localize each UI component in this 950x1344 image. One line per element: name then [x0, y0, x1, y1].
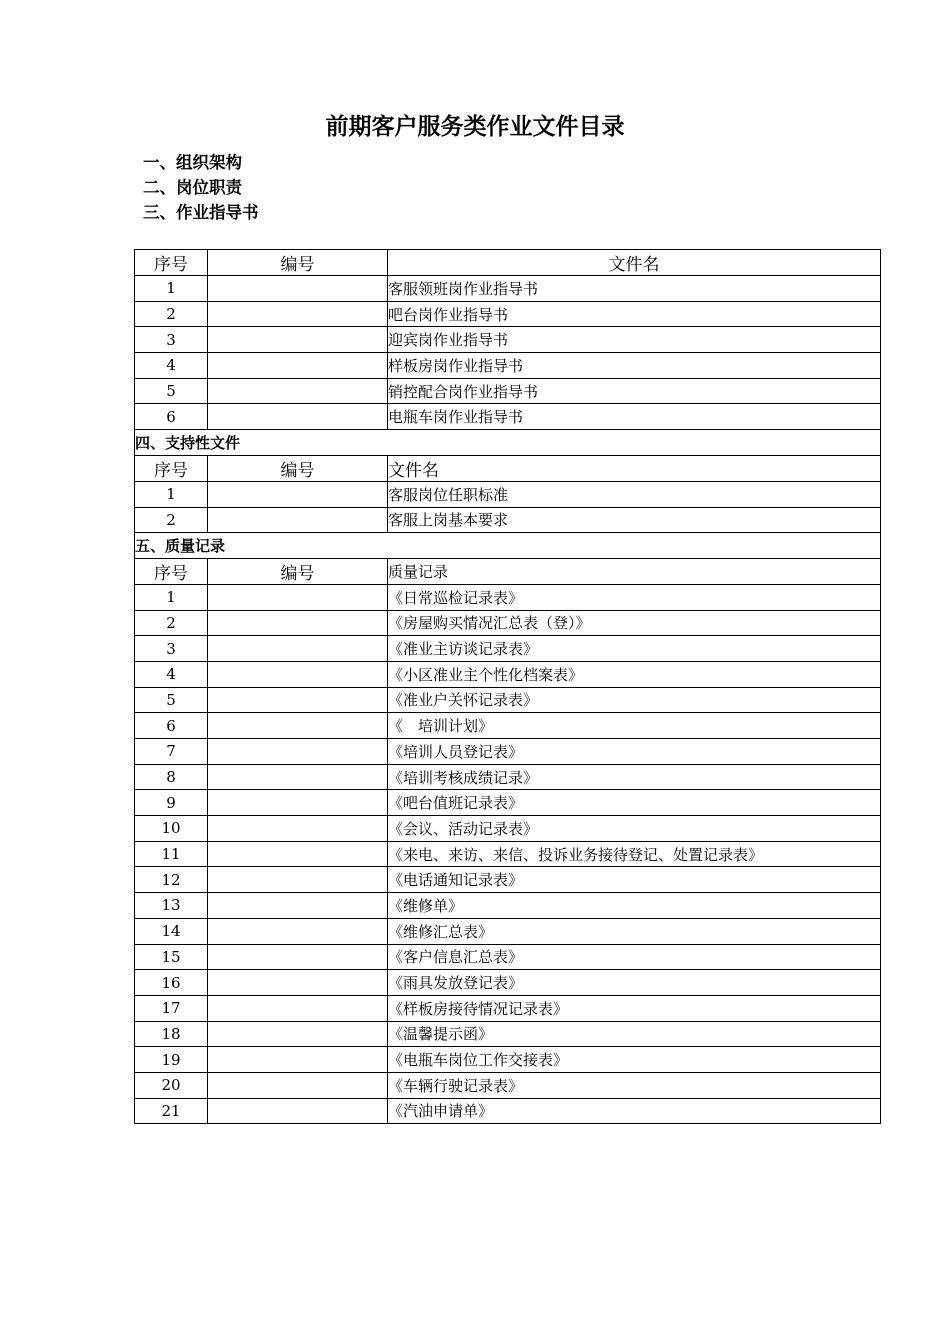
row-filename: 《小区准业主个性化档案表》: [388, 661, 881, 687]
row-filename: 《准业主访谈记录表》: [388, 636, 881, 662]
row-filename: 《客户信息汇总表》: [388, 944, 881, 970]
record-row: [135, 995, 881, 1021]
row-number: 2: [135, 507, 208, 533]
record-row: [135, 1021, 881, 1047]
row-number: 19: [135, 1047, 208, 1073]
section-quality-records-cell: 五、质量记录: [135, 533, 881, 559]
record-row: [135, 841, 881, 867]
row-code: [208, 867, 388, 893]
row-number: 4: [135, 353, 208, 379]
row-code: [208, 841, 388, 867]
row-filename: 客服领班岗作业指导书: [388, 276, 881, 302]
row-number: 13: [135, 893, 208, 919]
header-seq: 序号: [135, 558, 208, 584]
row-filename: 销控配合岗作业指导书: [388, 378, 881, 404]
support-header-row: [135, 455, 881, 481]
guide-row: [135, 301, 881, 327]
row-filename: 《来电、来访、来信、投诉业务接待登记、处置记录表》: [388, 841, 881, 867]
record-row: [135, 739, 881, 765]
row-number: 2: [135, 301, 208, 327]
row-filename: 客服上岗基本要求: [388, 507, 881, 533]
row-code: [208, 507, 388, 533]
header-code: 编号: [208, 455, 388, 481]
row-code: [208, 584, 388, 610]
row-number: 9: [135, 790, 208, 816]
row-number: 21: [135, 1098, 208, 1124]
row-number: 17: [135, 995, 208, 1021]
row-filename: 《雨具发放登记表》: [388, 970, 881, 996]
row-number: 1: [135, 276, 208, 302]
row-number: 3: [135, 327, 208, 353]
section-support-files-cell: 四、支持性文件: [135, 430, 881, 456]
page-title: 前期客户服务类作业文件目录: [325, 114, 625, 140]
support-row: [135, 481, 881, 507]
row-filename: 吧台岗作业指导书: [388, 301, 881, 327]
row-filename: 《车辆行驶记录表》: [388, 1072, 881, 1098]
row-code: [208, 661, 388, 687]
row-number: 11: [135, 841, 208, 867]
row-code: [208, 687, 388, 713]
row-number: 16: [135, 970, 208, 996]
row-code: [208, 970, 388, 996]
row-code: [208, 610, 388, 636]
header-quality-record: 质量记录: [388, 558, 881, 584]
row-number: 20: [135, 1072, 208, 1098]
row-code: [208, 327, 388, 353]
row-code: [208, 481, 388, 507]
section-job-duties: 二、岗位职责: [143, 178, 242, 197]
row-filename: 电瓶车岗作业指导书: [388, 404, 881, 430]
row-code: [208, 1072, 388, 1098]
record-row: [135, 713, 881, 739]
row-number: 4: [135, 661, 208, 687]
row-number: 8: [135, 764, 208, 790]
row-filename: 《电话通知记录表》: [388, 867, 881, 893]
document-table: [134, 249, 881, 1124]
support-row: [135, 507, 881, 533]
guides-header-row: [135, 250, 881, 276]
row-code: [208, 995, 388, 1021]
header-filename: 文件名: [388, 250, 881, 276]
row-code: [208, 1021, 388, 1047]
record-row: [135, 584, 881, 610]
row-filename: 《吧台值班记录表》: [388, 790, 881, 816]
record-row: [135, 1047, 881, 1073]
guide-row: [135, 404, 881, 430]
record-row: [135, 918, 881, 944]
row-filename: 《样板房接待情况记录表》: [388, 995, 881, 1021]
section-headings: [143, 150, 259, 225]
row-number: 7: [135, 739, 208, 765]
record-row: [135, 790, 881, 816]
row-code: [208, 276, 388, 302]
record-row: [135, 816, 881, 842]
row-filename: 《日常巡检记录表》: [388, 584, 881, 610]
records-header-row: [135, 558, 881, 584]
record-row: [135, 636, 881, 662]
record-row: [135, 893, 881, 919]
row-filename: 《会议、活动记录表》: [388, 816, 881, 842]
row-filename: 迎宾岗作业指导书: [388, 327, 881, 353]
row-code: [208, 404, 388, 430]
row-filename: 《汽油申请单》: [388, 1098, 881, 1124]
row-code: [208, 816, 388, 842]
guide-row: [135, 276, 881, 302]
row-filename: 《准业户关怀记录表》: [388, 687, 881, 713]
guide-row: [135, 378, 881, 404]
header-filename: 文件名: [388, 455, 881, 481]
row-number: 5: [135, 687, 208, 713]
row-filename: 《维修单》: [388, 893, 881, 919]
row-filename: 《维修汇总表》: [388, 918, 881, 944]
section-quality-records: [135, 533, 881, 559]
record-row: [135, 764, 881, 790]
row-number: 18: [135, 1021, 208, 1047]
row-code: [208, 1098, 388, 1124]
row-filename: 《培训考核成绩记录》: [388, 764, 881, 790]
section-work-instructions: 三、作业指导书: [143, 203, 259, 222]
row-number: 12: [135, 867, 208, 893]
row-code: [208, 918, 388, 944]
row-filename: 《电瓶车岗位工作交接表》: [388, 1047, 881, 1073]
row-code: [208, 636, 388, 662]
record-row: [135, 661, 881, 687]
guide-row: [135, 327, 881, 353]
row-number: 6: [135, 404, 208, 430]
row-filename: 《温馨提示函》: [388, 1021, 881, 1047]
section-support-files: [135, 430, 881, 456]
header-code: 编号: [208, 250, 388, 276]
record-row: [135, 1072, 881, 1098]
row-filename: 《培训人员登记表》: [388, 739, 881, 765]
row-code: [208, 353, 388, 379]
row-filename: 《 培训计划》: [388, 713, 881, 739]
row-filename: 样板房岗作业指导书: [388, 353, 881, 379]
row-number: 1: [135, 584, 208, 610]
header-code: 编号: [208, 558, 388, 584]
section-org-structure: 一、组织架构: [143, 153, 242, 172]
row-number: 2: [135, 610, 208, 636]
row-number: 14: [135, 918, 208, 944]
row-number: 1: [135, 481, 208, 507]
row-number: 3: [135, 636, 208, 662]
row-code: [208, 764, 388, 790]
record-row: [135, 944, 881, 970]
row-code: [208, 790, 388, 816]
row-code: [208, 739, 388, 765]
row-code: [208, 301, 388, 327]
row-code: [208, 1047, 388, 1073]
row-code: [208, 944, 388, 970]
row-number: 10: [135, 816, 208, 842]
row-code: [208, 713, 388, 739]
row-number: 6: [135, 713, 208, 739]
guide-row: [135, 353, 881, 379]
row-code: [208, 378, 388, 404]
record-row: [135, 867, 881, 893]
row-filename: 《房屋购买情况汇总表（登）》: [388, 610, 881, 636]
record-row: [135, 610, 881, 636]
row-number: 15: [135, 944, 208, 970]
header-seq: 序号: [135, 250, 208, 276]
header-seq: 序号: [135, 455, 208, 481]
row-code: [208, 893, 388, 919]
record-row: [135, 970, 881, 996]
record-row: [135, 1098, 881, 1124]
row-filename: 客服岗位任职标准: [388, 481, 881, 507]
row-number: 5: [135, 378, 208, 404]
record-row: [135, 687, 881, 713]
